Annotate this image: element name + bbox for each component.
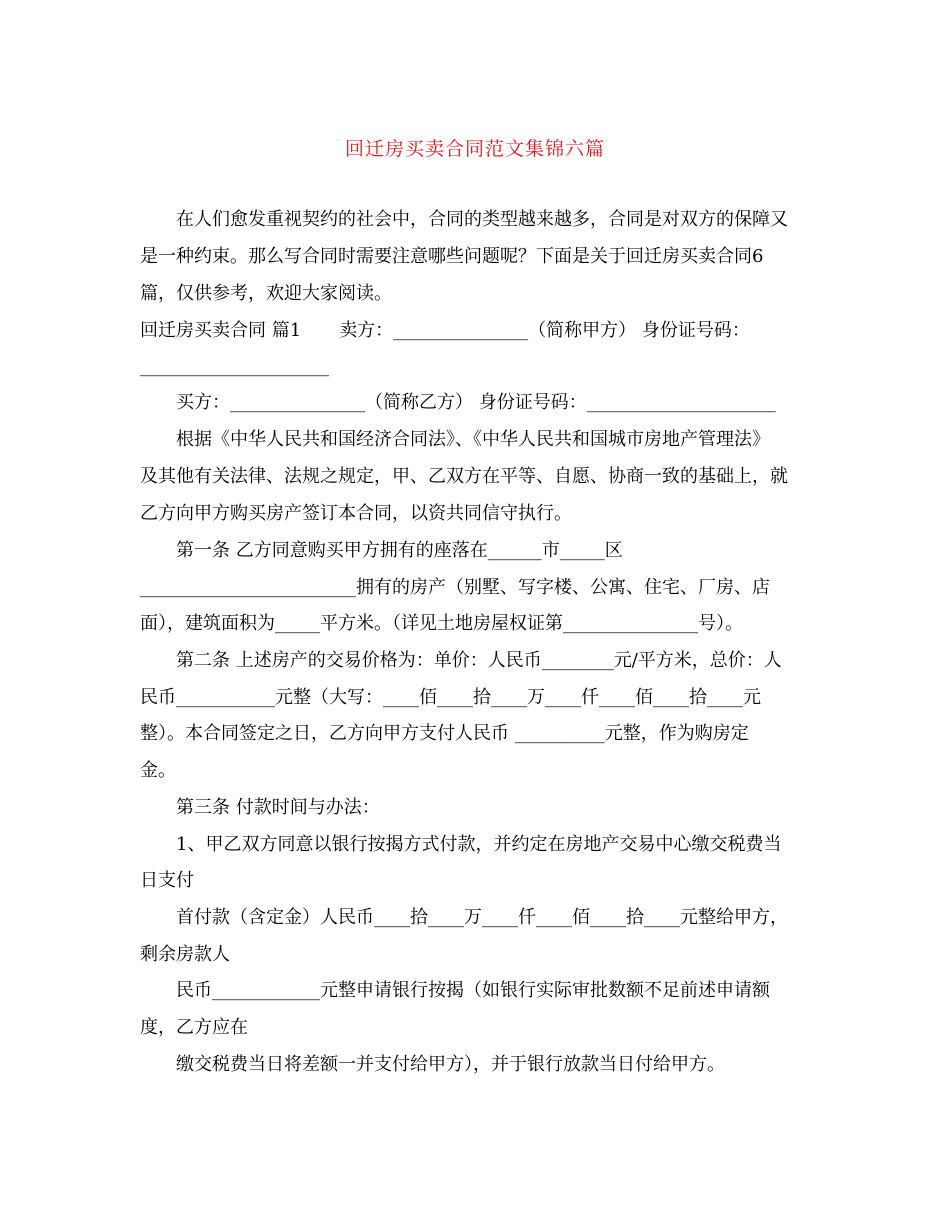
- document-title: 回迁房买卖合同范文集锦六篇: [344, 138, 605, 160]
- mortgage-line-1: 民币____________元整申请银行按揭（如银行实际审批数额不足前述申请额: [176, 980, 770, 1001]
- mortgage-line-2: 度，乙方应在: [140, 1017, 248, 1038]
- article-2-line-4: 金。: [140, 760, 176, 781]
- mortgage-line-3: 缴交税费当日将差额一并支付给甲方），并于银行放款当日付给甲方。: [176, 1054, 725, 1075]
- payment-line-2: 日支付: [140, 870, 194, 891]
- contract-heading: 回迁房买卖合同 篇1: [140, 320, 302, 341]
- intro-line-2: 是一种约束。那么写合同时需要注意哪些问题呢？下面是关于回迁房买卖合同6: [140, 246, 764, 267]
- article-2-line-3: 整）。本合同签定之日，乙方向甲方支付人民币 __________元整，作为购房定: [140, 723, 749, 744]
- seller-id-blank: _____________________: [140, 356, 329, 377]
- article-1-line-2: ________________________拥有的房产（别墅、写字楼、公寓、住宅、厂房、店: [140, 577, 770, 598]
- down-payment-line-2: 剩余房款人: [140, 944, 230, 965]
- article-3-heading: 第三条 付款时间与办法：: [176, 797, 380, 818]
- intro-line-3: 篇，仅供参考，欢迎大家阅读。: [140, 283, 392, 304]
- basis-line-2: 及其他有关法律、法规之规定，甲、乙双方在平等、自愿、协商一致的基础上，就: [140, 466, 788, 487]
- down-payment-line-1: 首付款（含定金）人民币____拾____万____仟____佰____拾____元整给甲方，: [176, 907, 788, 928]
- contract-heading-row: [140, 319, 750, 343]
- seller-line: 卖方：_______________（简称甲方） 身份证号码：: [339, 320, 750, 341]
- article-2-line-2: 民币___________元整（大写：____佰____拾____万____仟____佰____拾____元: [140, 687, 761, 708]
- article-1-line-1: 第一条 乙方同意购买甲方拥有的座落在______市_____区: [176, 540, 623, 561]
- article-2-line-1: 第二条 上述房产的交易价格为：单价：人民币________元/平方米，总价：人: [176, 650, 782, 671]
- basis-line-1: 根据《中华人民共和国经济合同法》、《中华人民共和国城市房地产管理法》: [176, 429, 770, 450]
- payment-line-1: 1、甲乙双方同意以银行按揭方式付款，并约定在房地产交易中心缴交税费当: [176, 834, 782, 855]
- article-1-line-3: 面），建筑面积为_____平方米。（详见土地房屋权证第_______________号）。: [140, 613, 743, 634]
- basis-line-3: 乙方向甲方购买房产签订本合同，以资共同信守执行。: [140, 503, 572, 524]
- buyer-line: 买方：_______________（简称乙方） 身份证号码：_____________________: [176, 392, 776, 413]
- intro-line-1: 在人们愈发重视契约的社会中，合同的类型越来越多，合同是对双方的保障又: [176, 209, 788, 230]
